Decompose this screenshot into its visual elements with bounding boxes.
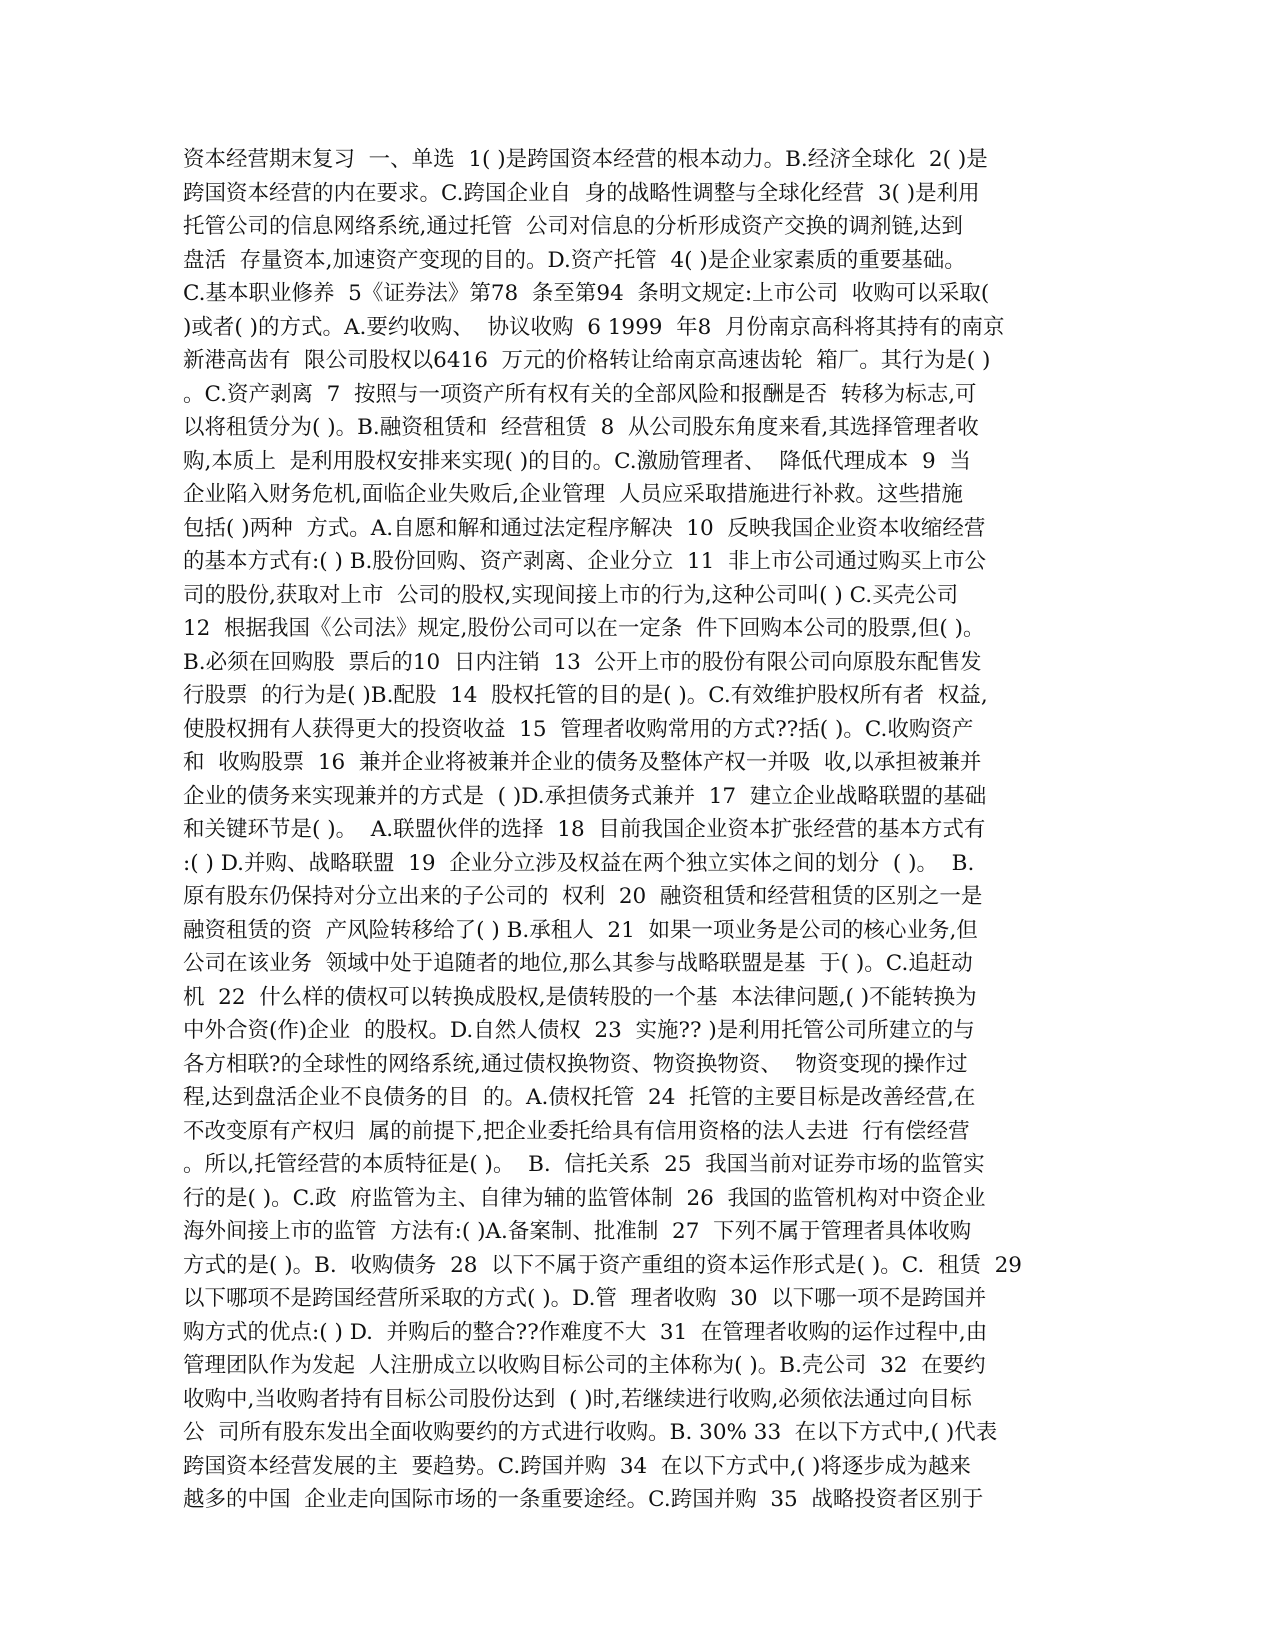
text-line: 机 22 什么样的债权可以转换成股权,是债转股的一个基 本法律问题,( )不能转换为 xyxy=(183,984,977,1010)
text-line: 包括( )两种 方式。A.自愿和解和通过法定程序解决 10 反映我国企业资本收缩经营 xyxy=(183,515,986,541)
text-line: 以将租赁分为( )。B.融资租赁和 经营租赁 8 从公司股东角度来看,其选择管理者收 xyxy=(183,415,979,440)
text-line: 使股权拥有人获得更大的投资收益 15 管理者收购常用的方式??括( )。C.收购资产 xyxy=(183,716,974,742)
text-line: 资本经营期末复习 一、单选 1( )是跨国资本经营的根本动力。B.经济全球化 2( )是 xyxy=(183,147,988,172)
text-line: 不改变原有产权归 属的前提下,把企业委托给具有信用资格的法人去进 行有偿经营 xyxy=(183,1118,970,1144)
text-line: 公司在该业务 领域中处于追随者的地位,那么其参与战略联盟是基 于( )。C.追赶动 xyxy=(183,951,973,976)
text-line: 12 根据我国《公司法》规定,股份公司可以在一定条 件下回购本公司的股票,但( )。 xyxy=(183,616,985,641)
text-line: 新港高齿有 限公司股权以6416 万元的价格转让给南京高速齿轮 箱厂。其行为是( ) xyxy=(183,348,991,373)
text-line: B.必须在回购股 票后的10 日内注销 13 公开上市的股份有限公司向原股东配售发 xyxy=(183,649,982,675)
text-line: 和关键环节是( )。 A.联盟伙伴的选择 18 目前我国企业资本扩张经营的基本方式有 xyxy=(183,817,986,842)
text-line: C.基本职业修养 5《证券法》第78 条至第94 条明文规定:上市公司 收购可以采取( xyxy=(183,281,990,306)
text-line: 方式的是( )。B. 收购债务 28 以下不属于资产重组的资本运作形式是( )。C. 租赁 29 xyxy=(183,1252,1022,1278)
text-line: 托管公司的信息网络系统,通过托管 公司对信息的分析形成资产交换的调剂链,达到 xyxy=(183,214,963,239)
text-line: 收购中,当收购者持有目标公司股份达到 ( )时,若继续进行收购,必须依法通过向目标 xyxy=(183,1386,972,1412)
text-line: )或者( )的方式。A.要约收购、 协议收购 6 1999 年8 月份南京高科将其持有的南京 xyxy=(183,314,1005,340)
text-line: 企业的债务来实现兼并的方式是 ( )D.承担债务式兼并 17 建立企业战略联盟的基础 xyxy=(183,783,987,809)
text-line: 海外间接上市的监管 方法有:( )A.备案制、批准制 27 下列不属于管理者具体收购 xyxy=(183,1219,972,1244)
text-line: :( ) D.并购、战略联盟 19 企业分立涉及权益在两个独立实体之间的划分 ( )。 B. xyxy=(183,850,975,876)
text-line: 原有股东仍保持对分立出来的子公司的 权利 20 融资租赁和经营租赁的区别之一是 xyxy=(183,884,983,909)
text-line: 司的股份,获取对上市 公司的股权,实现间接上市的行为,这种公司叫( ) C.买壳公司 xyxy=(183,582,959,608)
text-line: 。C.资产剥离 7 按照与一项资产所有权有关的全部风险和报酬是否 转移为标志,可 xyxy=(183,381,977,407)
text-line: 各方相联?的全球性的网络系统,通过债权换物资、物资换物资、 物资变现的操作过 xyxy=(183,1051,968,1077)
text-line: 中外合资(作)企业 的股权。D.自然人债权 23 实施?? )是利用托管公司所建立的与 xyxy=(183,1018,975,1043)
text-line: 购,本质上 是利用股权安排来实现( )的目的。C.激励管理者、 降低代理成本 9 当 xyxy=(183,448,971,474)
text-line: 管理团队作为发起 人注册成立以收购目标公司的主体称为( )。B.壳公司 32 在要约 xyxy=(183,1353,986,1378)
text-line: 的基本方式有:( ) B.股份回购、资产剥离、企业分立 11 非上市公司通过购买上市公 xyxy=(183,549,987,574)
text-line: 购方式的优点:( ) D. 并购后的整合??作难度不大 31 在管理者收购的运作过程中,由 xyxy=(183,1319,988,1345)
text-line: 和 收购股票 16 兼并企业将被兼并企业的债务及整体产权一并吸 收,以承担被兼并 xyxy=(183,750,982,775)
text-line: 融资租赁的资 产风险转移给了( ) B.承租人 21 如果一项业务是公司的核心业务,但 xyxy=(183,917,978,943)
text-line: 以下哪项不是跨国经营所采取的方式( )。D.管 理者收购 30 以下哪一项不是跨国并 xyxy=(183,1286,987,1311)
text-line: 公 司所有股东发出全面收购要约的方式进行收购。B. 30% 33 在以下方式中,( )代表 xyxy=(183,1420,998,1445)
text-line: 。所以,托管经营的本质特征是( )。 B. 信托关系 25 我国当前对证券市场的监管实 xyxy=(183,1152,985,1177)
text-line: 跨国资本经营发展的主 要趋势。C.跨国并购 34 在以下方式中,( )将逐步成为越来 xyxy=(183,1453,971,1479)
text-line: 程,达到盘活企业不良债务的目 的。A.债权托管 24 托管的主要目标是改善经营,在 xyxy=(183,1085,976,1110)
text-line: 盘活 存量资本,加速资产变现的目的。D.资产托管 4( )是企业家素质的重要基础。 xyxy=(183,247,966,273)
text-line: 企业陷入财务危机,面临企业失败后,企业管理 人员应采取措施进行补救。这些措施 xyxy=(183,482,963,507)
document-body xyxy=(183,143,1103,1517)
text-line: 行股票 的行为是( )B.配股 14 股权托管的目的是( )。C.有效维护股权所有者 权益, xyxy=(183,683,988,708)
text-line: 越多的中国 企业走向国际市场的一条重要途经。C.跨国并购 35 战略投资者区别于 xyxy=(183,1487,984,1512)
text-line: 跨国资本经营的内在要求。C.跨国企业自 身的战略性调整与全球化经营 3( )是利用 xyxy=(183,180,980,206)
text-line: 行的是( )。C.政 府监管为主、自律为辅的监管体制 26 我国的监管机构对中资企业 xyxy=(183,1185,986,1211)
